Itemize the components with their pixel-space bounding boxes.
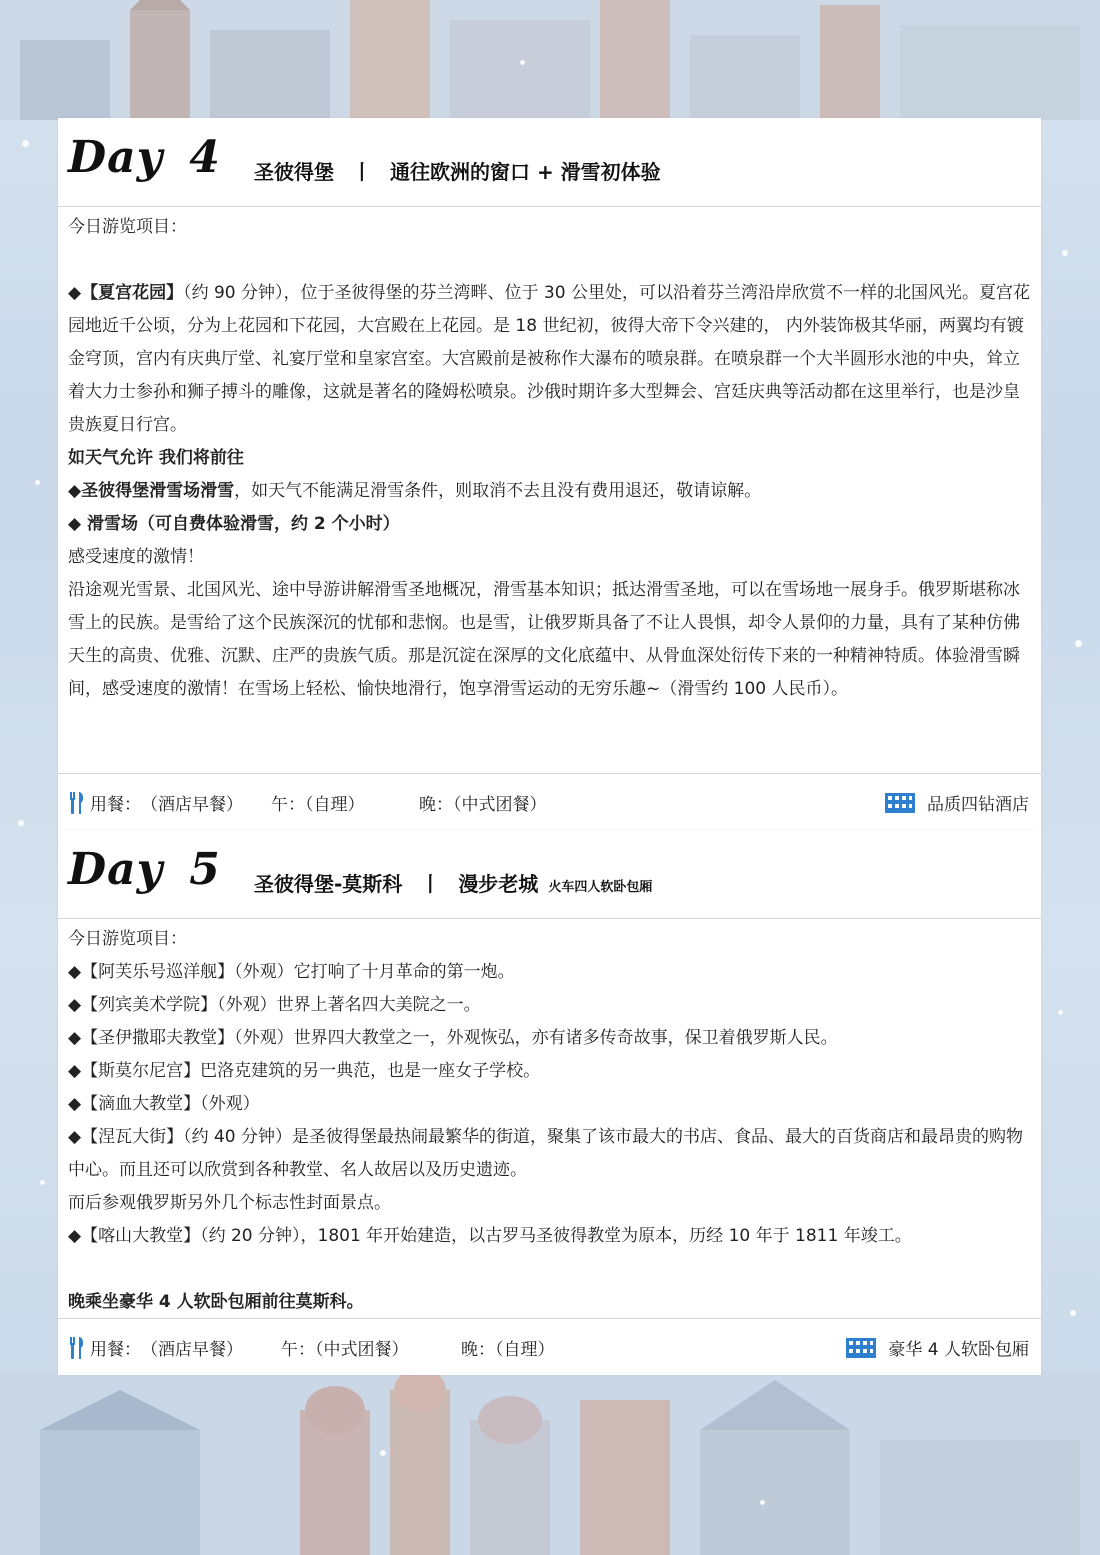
weather-note: 如天气允许 我们将前往	[68, 448, 244, 468]
hotel-name: 品质四钻酒店	[927, 795, 1029, 815]
list-item: ◆【圣伊撒耶夫教堂】（外观）世界四大教堂之一，外观恢弘，亦有诸多传奇故事，保卫着俄罗斯人民。	[68, 1028, 838, 1048]
meals-label: 用餐：	[90, 1340, 141, 1360]
summer-palace-text: （约 90 分钟），位于圣彼得堡的芬兰湾畔、位于 30 公里处，可以沿着芬兰湾沿岸欣赏不一样的北国风光。夏宫花园地近千公顷，分为上花园和下花园，大宫殿在上花园。是 18 世纪初，彼得大帝下令兴建的， 内外装饰极其华丽，两翼均有镀金穹顶，宫内有庆典厅堂、礼宴厅堂和皇家宫室。大宫殿前是被称作大瀑布的喷泉群。在喷泉群一个大半圆形水池的中央，耸立着大力士参孙和狮子搏斗的雕像，这就是著名的隆姆松喷泉。沙俄时期许多大型舞会、宫廷庆典等活动都在这里举行，也是沙皇贵族夏日行宫。	[68, 283, 1030, 435]
snowflake	[22, 140, 29, 147]
ski-slogan: 感受速度的激情！	[68, 547, 204, 567]
fork-knife-icon	[68, 1336, 86, 1360]
day-number: 5	[189, 844, 221, 895]
ski-description: 沿途观光雪景、北国风光、途中导游讲解滑雪圣地概况，滑雪基本知识；抵达滑雪圣地，可以在雪场地一展身手。俄罗斯堪称冰雪上的民族。是雪给了这个民族深沉的忧郁和悲悯。也是雪，让俄罗斯具备了不让人畏惧，却令人景仰的力量，具有了某种仿佛天生的高贵、优雅、沉默、庄严的贵族气质。那是沉淀在深厚的文化底蕴中、从骨血深处衍传下来的一种精神特质。体验滑雪瞬间，感受速度的激情！在雪场上轻松、愉快地滑行，饱享滑雪运动的无穷乐趣~（滑雪约 100 人民币）。	[68, 580, 1020, 699]
dinner: 晚：（中式团餐）	[419, 795, 547, 815]
day-word: Day	[68, 132, 164, 183]
ski-resort-name: ◆圣彼得堡滑雪场滑雪	[68, 481, 235, 501]
meals-label: 用餐：	[90, 795, 141, 815]
day5-header	[58, 830, 1041, 919]
list-item: 而后参观俄罗斯另外几个标志性封面景点。	[68, 1193, 391, 1213]
day4-label	[68, 132, 221, 183]
snowflake	[1075, 640, 1082, 647]
day5-title-theme: 漫步老城	[458, 872, 539, 896]
snowflake	[35, 480, 40, 485]
lunch: 午：（自理）	[271, 795, 365, 815]
day5-label	[68, 844, 221, 895]
day4-title-city: 圣彼得堡	[254, 160, 334, 184]
day5-title-train: 火车四人软卧包厢	[548, 880, 653, 895]
snowflake	[1070, 1310, 1076, 1316]
ski-resort-paragraph	[68, 475, 1031, 508]
building-icon	[846, 1338, 876, 1358]
list-item: ◆【滴血大教堂】（外观）	[68, 1094, 260, 1114]
day5-title-route: 圣彼得堡-莫斯科	[254, 872, 403, 896]
day4-hotel	[885, 790, 1029, 815]
breakfast: （酒店早餐）	[141, 795, 243, 815]
list-item: ◆【斯莫尔尼宫】巴洛克建筑的另一典范，也是一座女子学校。	[68, 1061, 541, 1081]
itinerary-intro: 今日游览项目：	[68, 217, 187, 237]
snowflake	[380, 1450, 386, 1456]
day4-footer	[58, 773, 1041, 830]
winter-city-background-bottom	[0, 1370, 1100, 1555]
fork-knife-icon	[68, 791, 86, 815]
day5-content	[58, 919, 1041, 1319]
day5-card	[58, 830, 1041, 1375]
breakfast: （酒店早餐）	[141, 1340, 243, 1360]
winter-city-background-top	[0, 0, 1100, 120]
building-icon	[885, 793, 915, 813]
snowflake	[40, 1180, 45, 1185]
list-item: ◆【涅瓦大街】（约 40 分钟）是圣彼得堡最热闹最繁华的街道，聚集了该市最大的书店、食品、最大的百货商店和最昂贵的购物中心。而且还可以欣赏到各种教堂、名人故居以及历史遗迹。	[68, 1127, 1024, 1180]
day4-content	[58, 207, 1041, 706]
title-separator: 丨	[420, 872, 441, 896]
day4-meals	[68, 790, 547, 815]
summer-palace-paragraph	[68, 277, 1031, 442]
lunch: 午：（中式团餐）	[281, 1340, 409, 1360]
day5-footer	[58, 1318, 1041, 1375]
day4-title	[254, 156, 661, 185]
day4-title-theme: 通往欧洲的窗口 + 滑雪初体验	[390, 160, 661, 184]
ski-optional-item: ◆ 滑雪场（可自费体验滑雪，约 2 个小时）	[68, 514, 400, 534]
evening-note: 晚乘坐豪华 4 人软卧包厢前往莫斯科。	[68, 1292, 364, 1312]
snowflake	[1062, 250, 1068, 256]
accommodation-name: 豪华 4 人软卧包厢	[888, 1340, 1029, 1360]
ski-resort-text: ，如天气不能满足滑雪条件，则取消不去且没有费用退还，敬请谅解。	[234, 481, 762, 501]
title-separator: 丨	[352, 160, 372, 184]
dinner: 晚：（自理）	[461, 1340, 555, 1360]
list-item: ◆【喀山大教堂】（约 20 分钟），1801 年开始建造，以古罗马圣彼得教堂为原本，历经 10 年于 1811 年竣工。	[68, 1226, 912, 1246]
snowflake	[1058, 1010, 1063, 1015]
spacer	[68, 1253, 1031, 1286]
list-item: ◆【阿芙乐号巡洋舰】（外观）它打响了十月革命的第一炮。	[68, 962, 515, 982]
day-number: 4	[189, 132, 221, 183]
day5-hotel	[846, 1335, 1029, 1360]
day5-meals	[68, 1335, 555, 1360]
snowflake	[18, 820, 24, 826]
snowflake	[520, 60, 525, 65]
itinerary-intro: 今日游览项目：	[68, 929, 187, 949]
spacer	[68, 244, 1031, 277]
day-word: Day	[68, 844, 164, 895]
day5-title	[254, 868, 652, 897]
list-item: ◆【列宾美术学院】（外观）世界上著名四大美院之一。	[68, 995, 481, 1015]
snowflake	[760, 1500, 765, 1505]
day4-header	[58, 118, 1041, 207]
summer-palace-name: ◆【夏宫花园】	[68, 283, 184, 303]
day4-card	[58, 118, 1041, 830]
